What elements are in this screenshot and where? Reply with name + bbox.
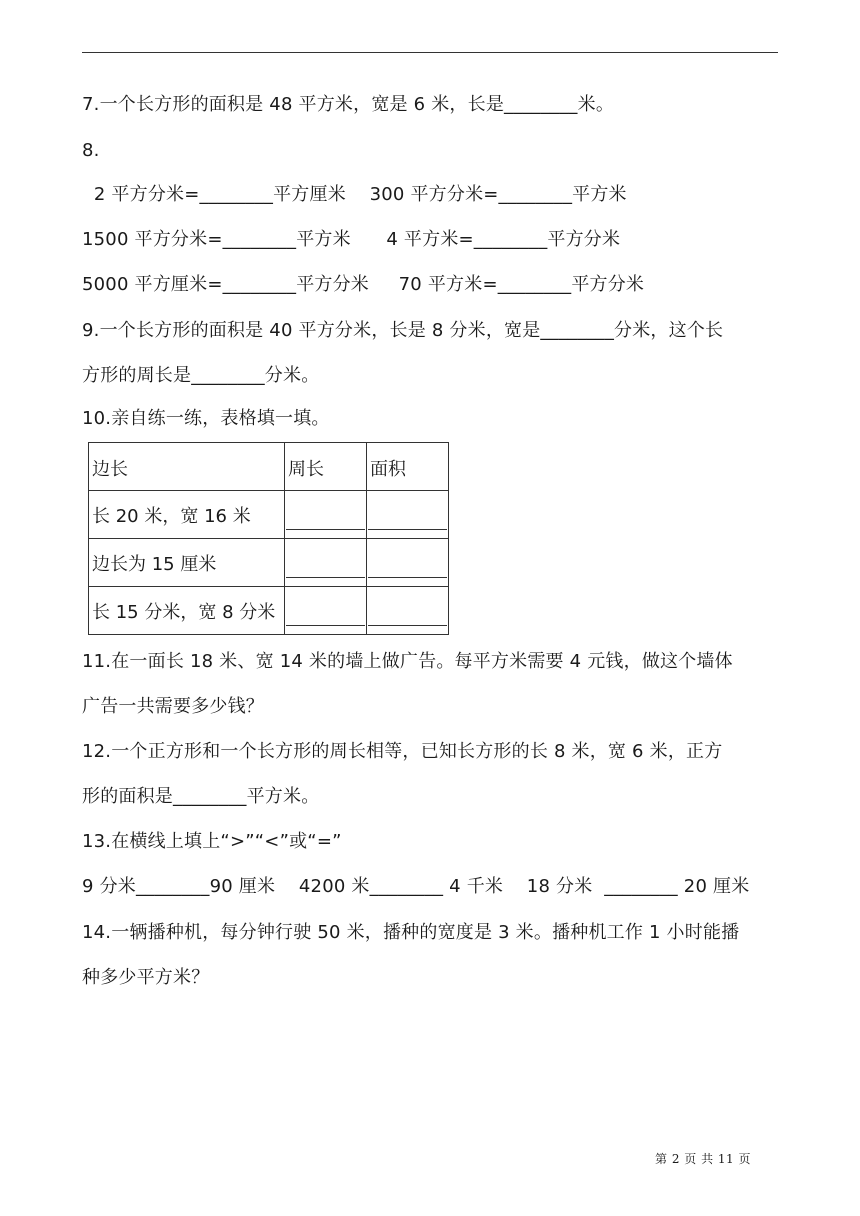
table-header-side: 边长 <box>89 443 285 491</box>
table-row-label: 边长为 15 厘米 <box>89 539 285 587</box>
table-header-perimeter: 周长 <box>285 443 367 491</box>
table-header-area: 面积 <box>367 443 449 491</box>
question-12-line-1: 12.一个正方形和一个长方形的周长相等，已知长方形的长 8 米，宽 6 米，正方 <box>82 741 723 762</box>
question-7: 7.一个长方形的面积是 48 平方米，宽是 6 米，长是________米。 <box>82 94 615 115</box>
table-row <box>89 587 449 635</box>
area-blank[interactable] <box>367 539 449 587</box>
perimeter-blank[interactable] <box>285 587 367 635</box>
area-blank[interactable] <box>367 491 449 539</box>
question-9-line-1: 9.一个长方形的面积是 40 平方分米，长是 8 分米，宽是________分米，这个长 <box>82 320 724 341</box>
page-number: 第 2 页 共 11 页 <box>655 1152 751 1166</box>
question-14-line-1: 14.一辆播种机，每分钟行驶 50 米，播种的宽度是 3 米。播种机工作 1 小时能播 <box>82 922 740 943</box>
header-rule <box>82 52 778 53</box>
question-13: 13.在横线上填上“>”“<”或“=” <box>82 831 342 852</box>
table-row <box>89 539 449 587</box>
question-10: 10.亲自练一练，表格填一填。 <box>82 408 330 429</box>
table-row-label: 长 15 分米，宽 8 分米 <box>89 587 285 635</box>
question-14-line-2: 种多少平方米？ <box>82 967 210 988</box>
area-blank[interactable] <box>367 587 449 635</box>
question-13-row: 9 分米________90 厘米 4200 米________ 4 千米 18 分米 ________ 20 厘米 <box>82 876 750 897</box>
fill-table <box>88 442 449 635</box>
question-8-row-1: 2 平方分米=________平方厘米 300 平方分米=________平方米 <box>82 184 627 205</box>
question-12-line-2: 形的面积是________平方米。 <box>82 786 320 807</box>
question-8-row-2: 1500 平方分米=________平方米 4 平方米=________平方分米 <box>82 229 621 250</box>
question-9-line-2: 方形的周长是________分米。 <box>82 365 320 386</box>
perimeter-blank[interactable] <box>285 539 367 587</box>
question-11-line-1: 11.在一面长 18 米、宽 14 米的墙上做广告。每平方米需要 4 元钱，做这个墙体 <box>82 651 733 672</box>
perimeter-blank[interactable] <box>285 491 367 539</box>
table-row <box>89 491 449 539</box>
question-8: 8. <box>82 140 100 161</box>
table-row-label: 长 20 米，宽 16 米 <box>89 491 285 539</box>
question-11-line-2: 广告一共需要多少钱？ <box>82 696 264 717</box>
question-8-row-3: 5000 平方厘米=________平方分米 70 平方米=________平方分米 <box>82 274 645 295</box>
table-header-row <box>89 443 449 491</box>
